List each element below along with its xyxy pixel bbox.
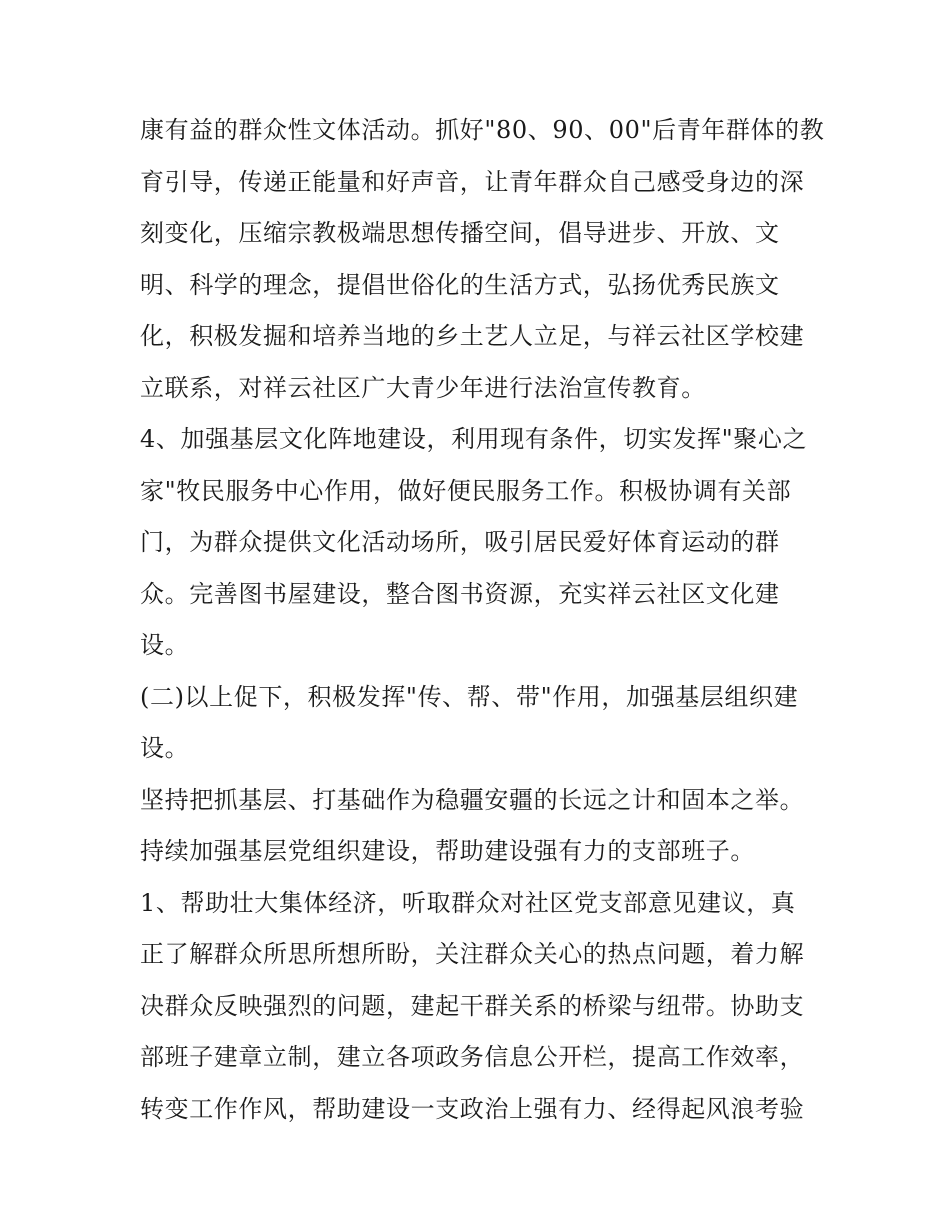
text-line: 刻变化，压缩宗教极端思想传播空间，倡导进步、开放、文 [140, 219, 780, 247]
text-line: 转变工作作风，帮助建设一支政治上强有力、经得起风浪考验 [140, 1094, 805, 1123]
text-line: 康有益的群众性文体活动。抓好"80、90、00"后青年群体的教 [140, 116, 825, 144]
text-line: 4、加强基层文化阵地建设，利用现有条件，切实发挥"聚心之 [140, 425, 808, 453]
text-line: 门，为群众提供文化活动场所，吸引居民爱好体育运动的群 [140, 528, 780, 556]
text-line: 育引导，传递正能量和好声音，让青年群众自己感受身边的深 [140, 167, 805, 196]
text-line: 持续加强基层党组织建设，帮助建设强有力的支部班子。 [140, 837, 755, 865]
text-line: 坚持把抓基层、打基础作为稳疆安疆的长远之计和固本之举。 [140, 785, 805, 814]
text-line: 部班子建章立制，建立各项政务信息公开栏，提高工作效率， [140, 1043, 805, 1071]
text-line: 明、科学的理念，提倡世俗化的生活方式，弘扬优秀民族文 [140, 270, 780, 299]
text-line: 家"牧民服务中心作用，做好便民服务工作。积极协调有关部 [140, 476, 792, 505]
section-heading: 设。 [140, 734, 190, 762]
text-line: 决群众反映强烈的问题，建起干群关系的桥梁与纽带。协助支 [140, 991, 805, 1020]
text-line: 众。完善图书屋建设，整合图书资源，充实祥云社区文化建 [140, 579, 780, 608]
text-line: 正了解群众所思所想所盼，关注群众关心的热点问题，着力解 [140, 940, 805, 968]
text-line: 立联系，对祥云社区广大青少年进行法治宣传教育。 [140, 373, 706, 402]
text-line: 化，积极发掘和培养当地的乡土艺人立足，与祥云社区学校建 [140, 322, 805, 350]
text-line: 设。 [140, 631, 190, 659]
text-line: 1、帮助壮大集体经济，听取群众对社区党支部意见建议，真 [140, 888, 796, 917]
section-heading: (二)以上促下，积极发挥"传、帮、带"作用，加强基层组织建 [140, 682, 799, 711]
document-body [140, 105, 825, 1135]
